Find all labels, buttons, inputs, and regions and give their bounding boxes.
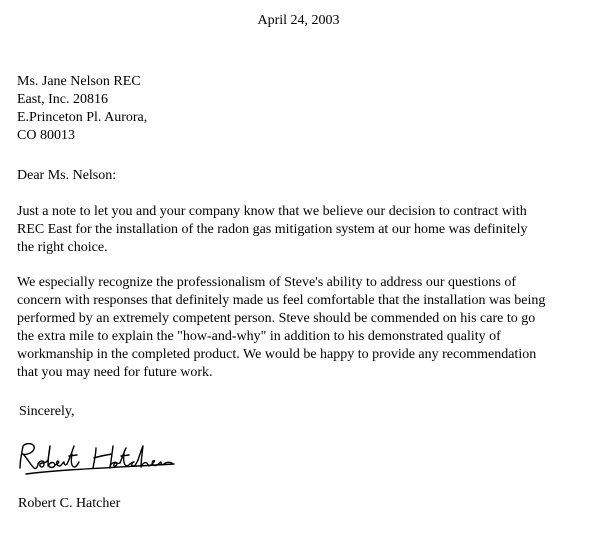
handwritten-signature xyxy=(14,440,179,476)
closing: Sincerely, xyxy=(19,404,75,419)
paragraph-line: the extra mile to explain the "how-and-why" in addition to his demonstrated quality of xyxy=(17,329,501,344)
address-line: E.Princeton Pl. Aurora, xyxy=(17,110,148,125)
signer-name: Robert C. Hatcher xyxy=(18,496,121,511)
paragraph-line: the right choice. xyxy=(17,240,108,255)
address-line: Ms. Jane Nelson REC xyxy=(17,74,141,89)
paragraph-line: that you may need for future work. xyxy=(17,365,213,380)
paragraph-line: REC East for the installation of the radon gas mitigation system at our home was definitely xyxy=(17,222,528,237)
paragraph-line: Just a note to let you and your company know that we believe our decision to contract with xyxy=(17,204,527,219)
paragraph-line: concern with responses that definitely made us feel comfortable that the installation was being xyxy=(17,293,546,308)
recipient-address xyxy=(17,73,147,145)
paragraph-line: performed by an extremely competent person. Steve should be commended on his care to go xyxy=(17,311,536,326)
paragraph-1 xyxy=(17,203,528,257)
paragraph-line: We especially recognize the professionalism of Steve's ability to address our questions of xyxy=(17,275,517,290)
salutation: Dear Ms. Nelson: xyxy=(17,168,117,183)
paragraph-2 xyxy=(17,274,545,382)
address-line: CO 80013 xyxy=(17,128,75,143)
address-line: East, Inc. 20816 xyxy=(17,92,108,107)
letter-date: April 24, 2003 xyxy=(257,13,340,28)
paragraph-line: workmanship in the completed product. We would be happy to provide any recommendation xyxy=(17,347,537,362)
